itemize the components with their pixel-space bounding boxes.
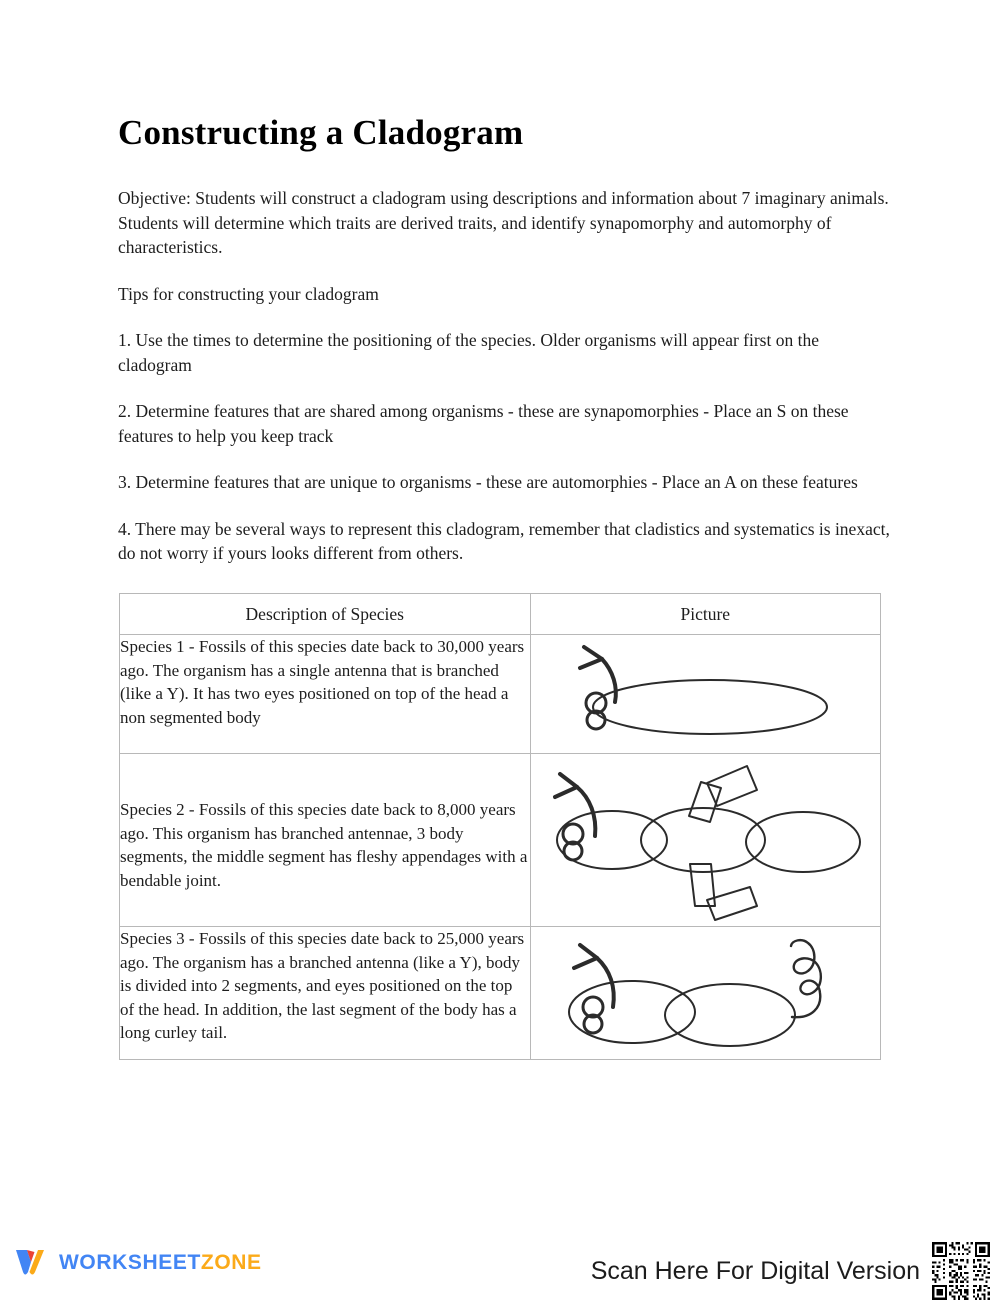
species-2-drawing	[535, 754, 875, 926]
species-1-description: Species 1 - Fossils of this species date back to 30,000 years ago. The organism has a single antenna that is branched (like a Y). It has two eyes positioned on top of the head a non segmented body	[120, 635, 531, 754]
species-table	[119, 593, 881, 1060]
column-header-picture: Picture	[530, 594, 880, 635]
page-footer	[0, 1240, 1000, 1294]
tip-item-3: 3. Determine features that are unique to organisms - these are automorphies - Place an A on these features	[118, 472, 858, 492]
worksheet-content	[118, 112, 890, 588]
tips-heading: Tips for constructing your cladogram	[118, 283, 379, 304]
table-row	[120, 927, 881, 1060]
objective-paragraph: Objective: Students will construct a cladogram using descriptions and information about 7 imaginary animals. Students will determine which traits are derived traits, and identify synapomorphy and automorphy of characteristics.	[118, 188, 889, 257]
tip-item-2: 2. Determine features that are shared among organisms - these are synapomorphies - Place an S on these features to help you keep track	[118, 401, 849, 446]
tip-item-4: 4. There may be several ways to represent this cladogram, remember that cladistics and systematics is inexact, do not worry if yours looks different from others.	[118, 518, 890, 563]
scan-label: Scan Here For Digital Version	[590, 1256, 920, 1285]
species-3-picture-cell	[530, 927, 880, 1060]
logo-text-zone: ZONE	[200, 1251, 262, 1274]
table-row	[120, 754, 881, 927]
page-title: Constructing a Cladogram	[118, 113, 524, 152]
species-1-drawing	[540, 635, 870, 753]
qr-code[interactable]	[930, 1240, 992, 1302]
worksheetzone-logo[interactable]	[14, 1246, 262, 1280]
worksheetzone-wordmark	[59, 1251, 262, 1275]
column-header-description: Description of Species	[120, 594, 531, 635]
scan-section	[591, 1240, 992, 1302]
logo-text-worksheet: WORKSHEET	[59, 1251, 201, 1274]
worksheetzone-w-icon	[14, 1246, 50, 1280]
species-3-description: Species 3 - Fossils of this species date back to 25,000 years ago. The organism has a branched antenna (like a Y), body is divided into 2 segments, and eyes positioned on the top of the head. In addition, the last segment of the body has a long curley tail.	[120, 927, 531, 1060]
species-2-description: Species 2 - Fossils of this species date back to 8,000 years ago. This organism has branched antennae, 3 body segments, the middle segment has fleshy appendages with a bendable joint.	[120, 754, 531, 927]
tip-item-1: 1. Use the times to determine the positioning of the species. Older organisms will appear first on the cladogram	[118, 330, 819, 375]
table-row	[120, 635, 881, 754]
species-2-picture-cell	[530, 754, 880, 927]
table-header-row	[120, 594, 881, 635]
species-3-drawing	[540, 927, 870, 1059]
species-1-picture-cell	[530, 635, 880, 754]
